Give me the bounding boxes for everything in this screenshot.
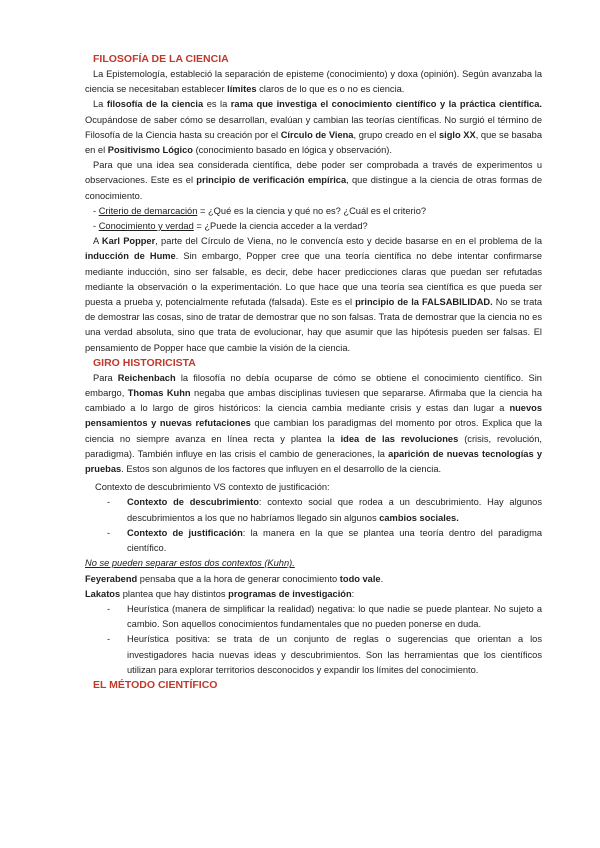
no-separar-note: No se pueden separar estos dos contextos (Kuhn). bbox=[85, 558, 295, 569]
list-item: - Contexto de justificación: la manera en la que se plantea una teoría dentro del paradigma científico. bbox=[127, 526, 542, 556]
criterio-demarcacion: - Criterio de demarcación = ¿Qué es la ciencia y qué no es? ¿Cuál es el criterio? bbox=[93, 205, 427, 216]
paragraph-verificacion: Para que una idea sea considerada científica, debe poder ser comprobada a través de experimentos u observaciones. Este es el principio de verificación empírica, que distingue a la ciencia de otras formas de conocimiento. bbox=[85, 160, 542, 201]
contexto-intro: Contexto de descubrimiento VS contexto de justificación: bbox=[95, 482, 330, 493]
list-item: - Heurística (manera de simplificar la realidad) negativa: lo que nadie se puede plantear. No sujeto a cambio. Son aquellos conocimientos fundamentales que no pueden ponerse en duda. bbox=[127, 602, 542, 632]
heading-filosofia-ciencia: FILOSOFÍA DE LA CIENCIA bbox=[93, 53, 229, 65]
heading-giro-historicista: GIRO HISTORICISTA bbox=[93, 356, 196, 369]
paragraph-kuhn: Para Reichenbach la filosofía no debía ocuparse de cómo se obtiene el conocimiento científico. Sin embargo, Thomas Kuhn negaba que ambas disciplinas tuviesen que separarse. Afirmaba que la ciencia ha cambiado a lo largo de giros históricos: la ciencia cambia mediante crisis y estas dan lugar a nuevos pensamientos y nuevas refutaciones que cambian los paradigmas del momento por otros. Explica que la ciencia no siempre avanza en línea recta y plantea la idea de las revoluciones (crisis, revolución, paradigma). También influye en las crisis el cambio de generaciones, la aparición de nuevas tecnologías y pruebas. Estos son algunos de los factores que influyen en el desarrollo de la ciencia. bbox=[85, 372, 543, 475]
paragraph-popper: A Karl Popper, parte del Círculo de Viena, no le convencía esto y decide basarse en en el problema de la inducción de Hume. Sin embargo, Popper cree que una teoría científica no debe intentar confirmarse mediante inducción, sino ser falsable, es decir, debe hacer predicciones claras que puedan ser refutadas mediante la observación o la experimentación. Lo que hace que una teoría sea científica es que pueda ser puesta a prueba y, potencialmente refutada (falsada). Este es el principio de la FALSABILIDAD. No se trata de demostrar las cosas, sino de tratar de demostrar que no son falsas. Trata de demostrar que la ciencia no es una verdad absoluta, sino que trata de evolucionar, hay que asumir que las hipótesis pueden ser falsas. El pensamiento de Popper hace que cambie la visión de la ciencia. bbox=[85, 236, 543, 353]
list-item: - Heurística positiva: se trata de un conjunto de reglas o sugerencias que orientan a los investigadores hacia nuevas ideas y descubrimientos. Son las herramientas que los científicos utilizan para explorar territorios desconocidos y expandir los límites del conocimiento. bbox=[127, 632, 542, 678]
list-item: - Contexto de descubrimiento: contexto social que rodea a un descubrimiento. Hay algunos descubrimientos a los que no habríamos llegado sin algunos cambios sociales. bbox=[127, 495, 542, 525]
contexto-list bbox=[85, 495, 542, 556]
paragraph-feyerabend: Feyerabend pensaba que a la hora de generar conocimiento todo vale. bbox=[85, 573, 384, 584]
heading-metodo-cientifico: EL MÉTODO CIENTÍFICO bbox=[93, 678, 218, 691]
paragraph-lakatos: Lakatos plantea que hay distintos programas de investigación: bbox=[85, 588, 355, 599]
conocimiento-verdad: - Conocimiento y verdad = ¿Puede la ciencia acceder a la verdad? bbox=[93, 221, 368, 232]
paragraph-epistemologia: La Epistemología, estableció la separación de episteme (conocimiento) y doxa (opinión). Según avanzaba la ciencia se necesitaban establecer límites claros de lo que es o no es ciencia. bbox=[85, 69, 542, 95]
heuristica-list bbox=[85, 602, 542, 678]
document-page bbox=[85, 52, 542, 693]
paragraph-filosofia: La filosofía de la ciencia es la rama que investiga el conocimiento científico y la práctica científica. Ocupándose de saber cómo se desarrollan, evalúan y cambian las teorías científicas. No surgió el término de Filosofía de la Ciencia hasta su creación por el Círculo de Viena, grupo creado en el siglo XX, que se basaba en el Positivismo Lógico (conocimiento basado en lógica y observación). bbox=[85, 99, 543, 156]
